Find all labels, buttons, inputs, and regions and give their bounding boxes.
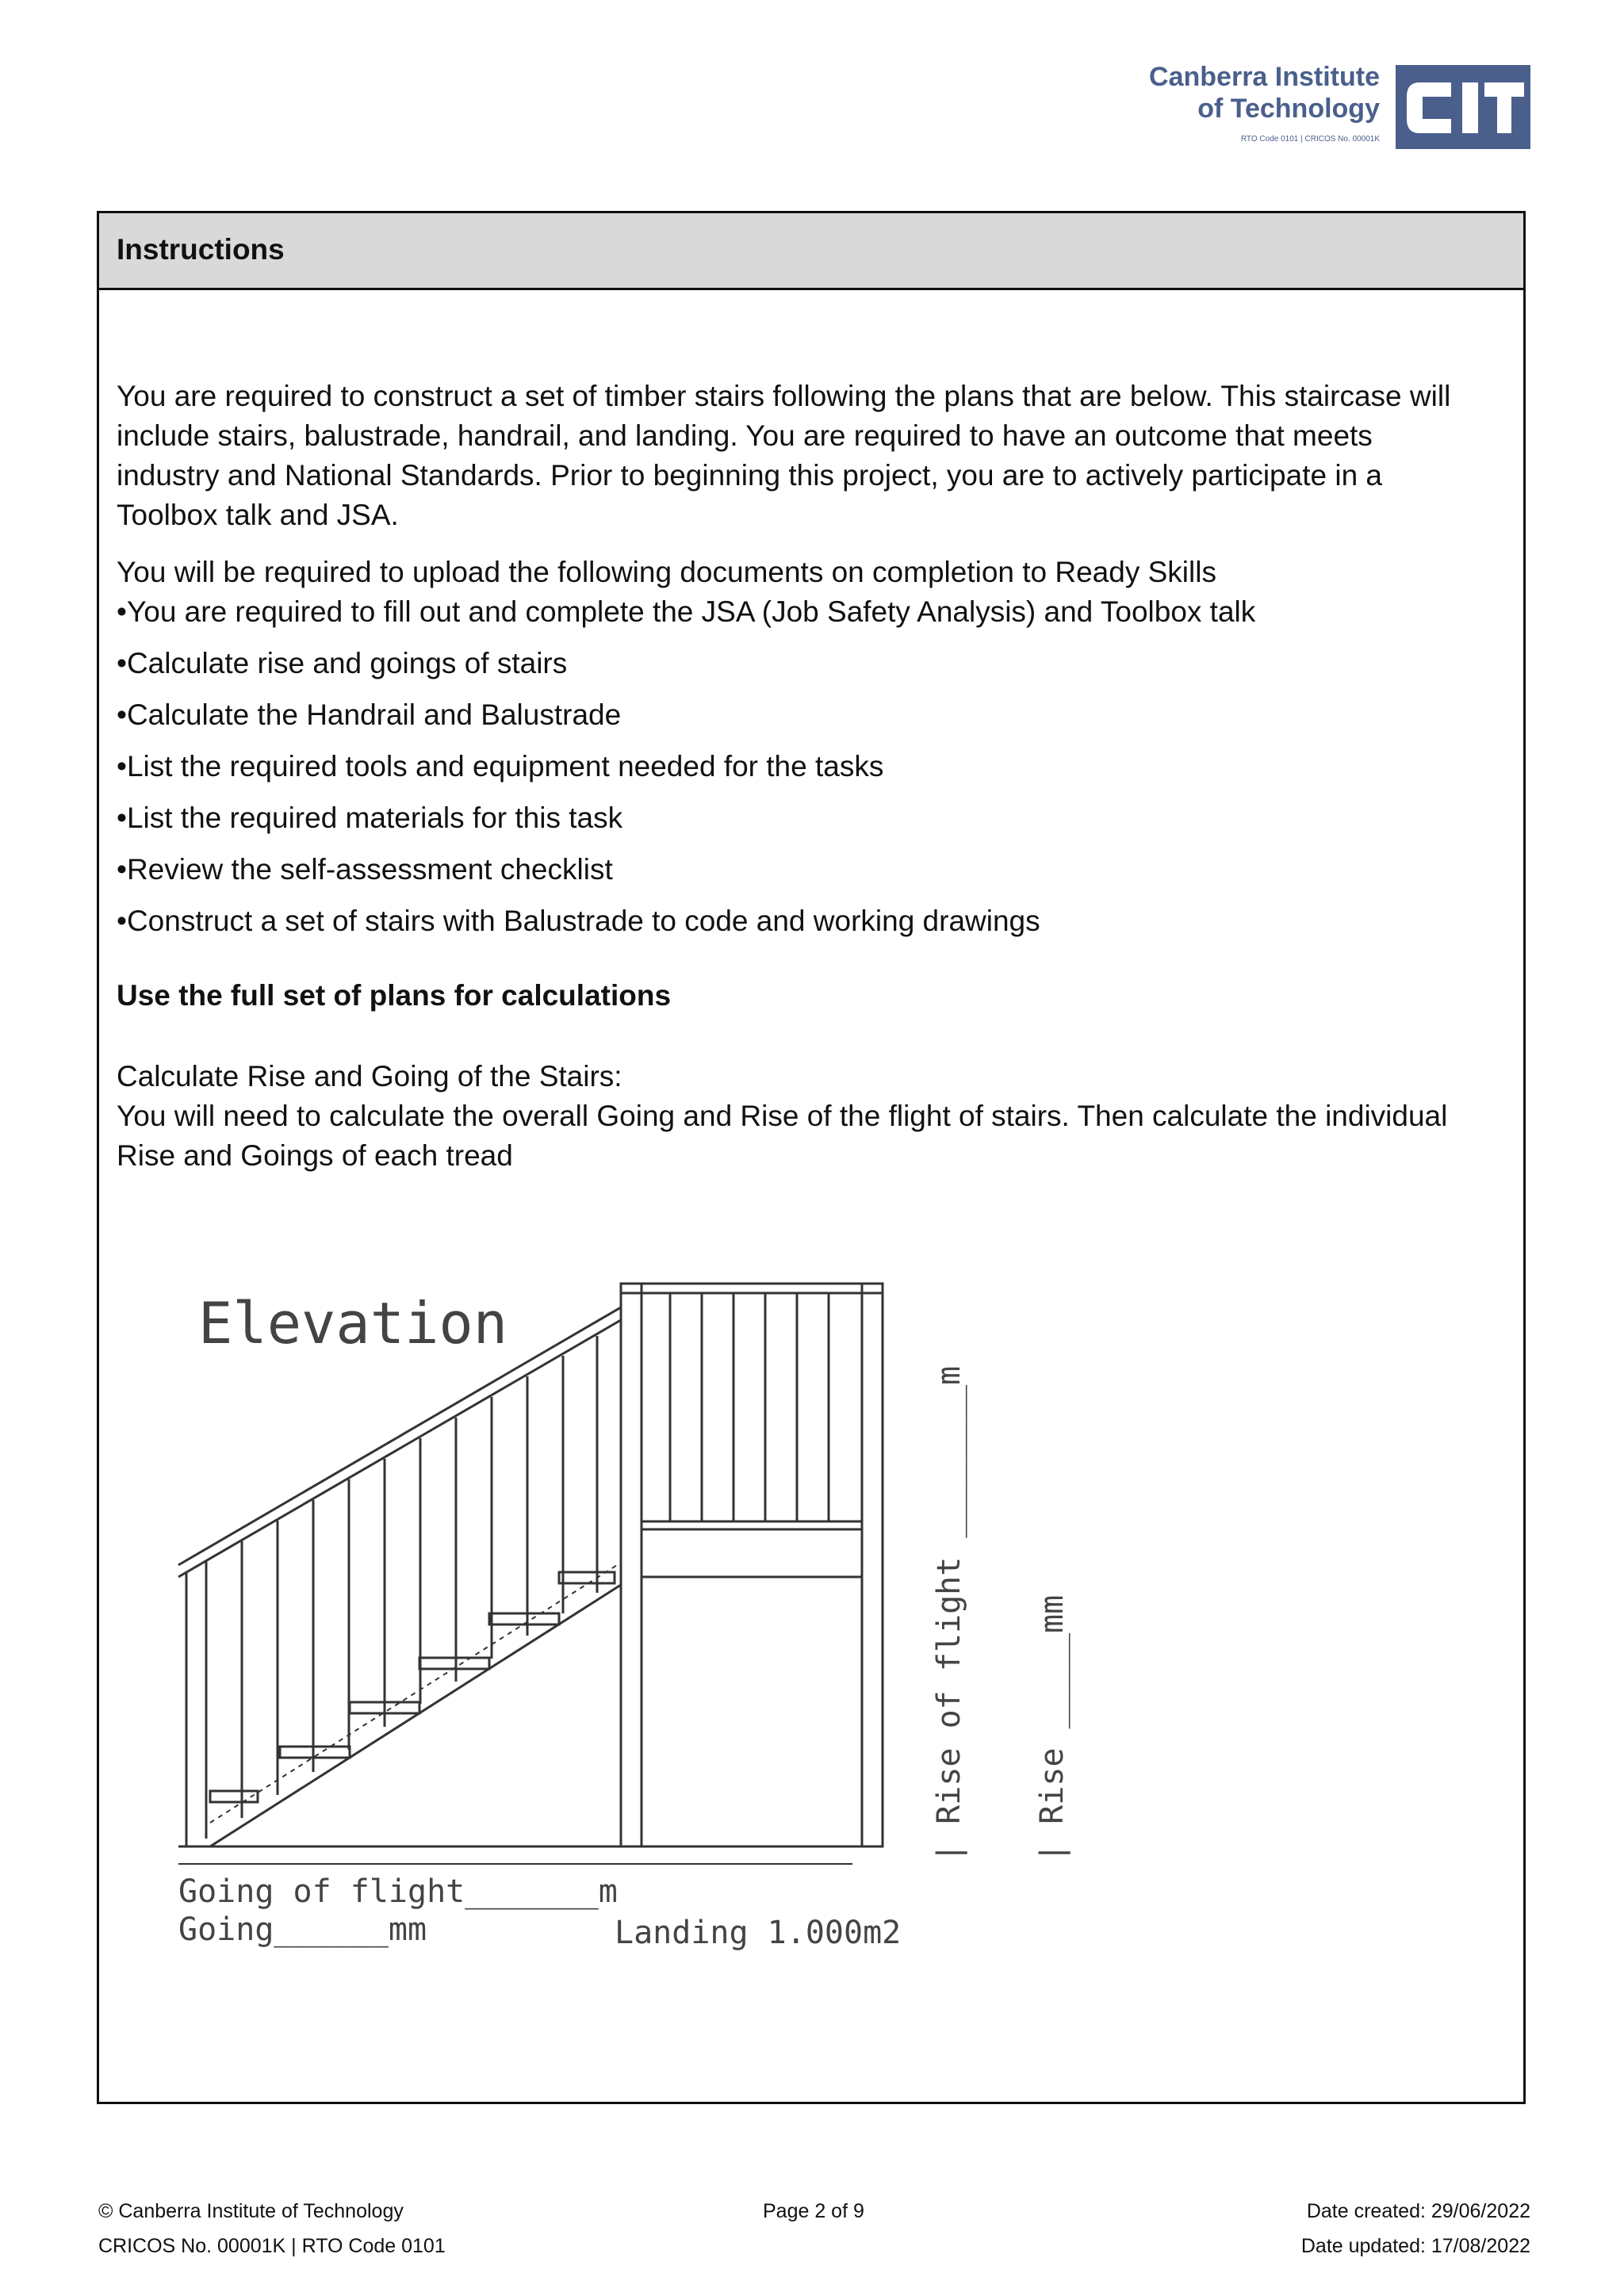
calc-heading: Calculate Rise and Going of the Stairs: [117, 1060, 622, 1093]
logo-name-line2: of Technology [1197, 94, 1380, 124]
calc-text-line-1: You will need to calculate the overall Going and Rise of the flight of stairs. Then calculate the individual [117, 1100, 1448, 1132]
stair-elevation-drawing [163, 1252, 1193, 1965]
footer-page-number: Page 2 of 9 [763, 2200, 864, 2222]
elevation-title: Elevation [198, 1290, 508, 1357]
bullet-handrail: •Calculate the Handrail and Balustrade [117, 698, 622, 731]
cit-logo-mark [1396, 65, 1530, 149]
intro-line-1: You are required to construct a set of timber stairs following the plans that are below. This staircase will [117, 380, 1451, 412]
footer-copyright: © Canberra Institute of Technology [98, 2200, 404, 2222]
instructions-header [99, 213, 1523, 290]
bullet-tools: •List the required tools and equipment needed for the tasks [117, 750, 884, 783]
bullet-materials: •List the required materials for this task [117, 802, 623, 834]
footer-date-updated: Date updated: 17/08/2022 [1300, 2235, 1530, 2257]
intro-line-4: Toolbox talk and JSA. [117, 499, 399, 531]
plans-note: Use the full set of plans for calculations [117, 979, 672, 1012]
instructions-heading: Instructions [117, 233, 285, 266]
rise-of-flight-label: | Rise of flight ________m [931, 1365, 967, 1862]
bullet-rise-goings: •Calculate rise and goings of stairs [117, 647, 568, 679]
bullet-jsa: •You are required to fill out and complete the JSA (Job Safety Analysis) and Toolbox talk [117, 595, 1256, 628]
bullet-checklist: •Review the self-assessment checklist [117, 853, 613, 886]
logo-code-line: RTO Code 0101 | CRICOS No. 00001K [1240, 135, 1380, 144]
bullet-construct: •Construct a set of stairs with Balustrade to code and working drawings [117, 905, 1040, 937]
calc-text-line-2: Rise and Goings of each tread [117, 1139, 513, 1172]
rise-label: | Rise _____mm [1034, 1594, 1071, 1862]
intro-line-3: industry and National Standards. Prior to beginning this project, you are to actively participate in a [117, 459, 1383, 492]
footer-cricos: CRICOS No. 00001K | RTO Code 0101 [98, 2235, 446, 2257]
instructions-panel [97, 211, 1526, 2104]
upload-line: You will be required to upload the following documents on completion to Ready Skills [117, 556, 1216, 588]
footer-date-created: Date created: 29/06/2022 [1306, 2200, 1530, 2222]
intro-line-2: include stairs, balustrade, handrail, and landing. You are required to have an outcome that meets [117, 419, 1373, 452]
cit-logo [1142, 62, 1530, 157]
going-label: Going______mm [178, 1911, 427, 1948]
going-of-flight-label: Going of flight_______m [178, 1873, 618, 1910]
landing-label: Landing 1.000m2 [615, 1915, 902, 1951]
logo-name-line1: Canberra Institute [1149, 62, 1380, 92]
